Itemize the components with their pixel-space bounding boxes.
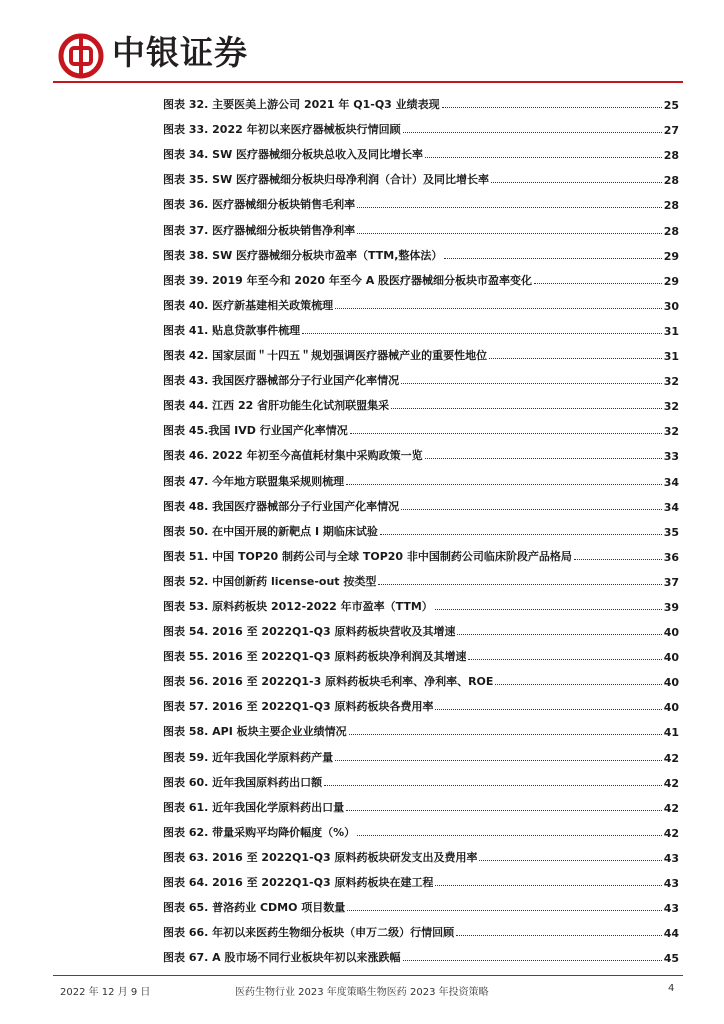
toc-entry[interactable] [163,840,679,865]
toc-dot-leader [495,684,661,685]
toc-entry-page: 44 [663,927,679,941]
toc-entry-page: 25 [663,99,679,113]
toc-dot-leader [425,157,662,158]
toc-entry-page: 30 [663,299,679,313]
footer-page-number: 4 [668,983,675,994]
header-divider [53,81,683,83]
toc-entry-title: 图表 48. 我国医疗器械部分子行业国产化率情况 [163,499,400,513]
toc-entry-page: 29 [663,274,679,288]
toc-entry-title: 图表 51. 中国 TOP20 制药公司与全球 TOP20 非中国制药公司临床阶段产品格局 [163,549,572,563]
toc-entry-title: 图表 59. 近年我国化学原料药产量 [163,750,334,764]
toc-entry-page: 43 [663,902,679,916]
toc-entry[interactable] [163,589,679,614]
toc-entry-page: 28 [663,149,679,163]
toc-entry-title: 图表 58. API 板块主要企业业绩情况 [163,725,347,739]
page-header [0,0,724,80]
toc-entry[interactable] [163,739,679,764]
toc-dot-leader [349,734,662,735]
toc-entry[interactable] [163,313,679,338]
toc-dot-leader [350,433,662,434]
toc-dot-leader [302,333,662,334]
toc-entry[interactable] [163,438,679,463]
toc-dot-leader [425,458,662,459]
toc-entry-page: 41 [663,726,679,740]
toc-entry[interactable] [163,915,679,940]
toc-entry-title: 图表 40. 医疗新基建相关政策梳理 [163,298,334,312]
toc-dot-leader [401,509,662,510]
toc-entry[interactable] [163,212,679,237]
toc-dot-leader [401,383,662,384]
toc-dot-leader [403,132,662,133]
toc-entry-page: 45 [663,952,679,966]
toc-entry-title: 图表 54. 2016 至 2022Q1-Q3 原料药板块营收及其增速 [163,625,456,639]
toc-entry-title: 图表 43. 我国医疗器械部分子行业国产化率情况 [163,374,400,388]
toc-dot-leader [403,960,662,961]
toc-entry-title: 图表 57. 2016 至 2022Q1-Q3 原料药板块各费用率 [163,700,434,714]
toc-entry[interactable] [163,940,679,965]
toc-entry[interactable] [163,689,679,714]
toc-entry-page: 31 [663,350,679,364]
footer-report-title: 医药生物行业 2023 年度策略生物医药 2023 年投资策略 [235,987,489,998]
toc-entry-page: 27 [663,124,679,138]
toc-entry-title: 图表 60. 近年我国原料药出口额 [163,775,323,789]
toc-entry-title: 图表 56. 2016 至 2022Q1-3 原料药板块毛利率、净利率、ROE [163,675,494,689]
toc-entry-page: 42 [663,776,679,790]
toc-entry[interactable] [163,413,679,438]
toc-entry[interactable] [163,288,679,313]
toc-entry-title: 图表 67. A 股市场不同行业板块年初以来涨跌幅 [163,951,401,965]
toc-entry[interactable] [163,489,679,514]
table-of-figures [163,87,679,965]
toc-entry-page: 34 [663,475,679,489]
toc-entry-title: 图表 38. SW 医疗器械细分板块市盈率（TTM,整体法） [163,248,443,262]
toc-entry[interactable] [163,865,679,890]
toc-entry-page: 40 [663,676,679,690]
toc-dot-leader [346,810,662,811]
toc-entry-title: 图表 33. 2022 年初以来医疗器械板块行情回顾 [163,123,401,137]
toc-entry-page: 39 [663,600,679,614]
toc-entry-title: 图表 39. 2019 年至今和 2020 年至今 A 股医疗器械细分板块市盈率变化 [163,273,533,287]
toc-entry[interactable] [163,765,679,790]
toc-dot-leader [491,182,662,183]
toc-dot-leader [380,534,662,535]
toc-entry[interactable] [163,263,679,288]
toc-dot-leader [346,484,662,485]
toc-entry-title: 图表 50. 在中国开展的新靶点 I 期临床试验 [163,524,378,538]
toc-entry-page: 36 [663,550,679,564]
brand-name: 中银证券 [112,33,248,72]
toc-entry[interactable] [163,664,679,689]
toc-dot-leader [456,935,662,936]
toc-entry-title: 图表 44. 江西 22 省肝功能生化试剂联盟集采 [163,399,390,413]
toc-dot-leader [335,308,662,309]
toc-entry-page: 37 [663,575,679,589]
toc-dot-leader [574,559,662,560]
toc-dot-leader [442,107,662,108]
toc-entry[interactable] [163,890,679,915]
toc-entry-title: 图表 65. 普洛药业 CDMO 项目数量 [163,901,346,915]
toc-entry-title: 图表 35. SW 医疗器械细分板块归母净利润（合计）及同比增长率 [163,173,490,187]
toc-entry-title: 图表 63. 2016 至 2022Q1-Q3 原料药板块研发支出及费用率 [163,850,478,864]
toc-entry-page: 31 [663,324,679,338]
toc-dot-leader [444,258,661,259]
toc-entry-title: 图表 45.我国 IVD 行业国产化率情况 [163,424,348,438]
toc-entry[interactable] [163,790,679,815]
toc-entry[interactable] [163,714,679,739]
toc-entry-title: 图表 36. 医疗器械细分板块销售毛利率 [163,198,356,212]
toc-entry-title: 图表 47. 今年地方联盟集采规则梳理 [163,474,345,488]
toc-entry-page: 40 [663,701,679,715]
toc-entry-page: 29 [663,249,679,263]
toc-entry-page: 32 [663,400,679,414]
toc-entry-title: 图表 46. 2022 年初至今高值耗材集中采购政策一览 [163,449,423,463]
toc-entry-title: 图表 64. 2016 至 2022Q1-Q3 原料药板块在建工程 [163,876,434,889]
toc-entry-page: 33 [663,450,679,464]
toc-dot-leader [357,207,662,208]
footer-date: 2022 年 12 月 9 日 [60,987,151,998]
toc-entry[interactable] [163,614,679,639]
toc-entry-page: 42 [663,801,679,815]
toc-entry-title: 图表 62. 带量采购平均降价幅度（%） [163,825,356,839]
toc-entry[interactable] [163,162,679,187]
toc-entry-title: 图表 41. 贴息贷款事件梳理 [163,323,301,337]
toc-dot-leader [435,709,661,710]
footer-divider [53,975,683,976]
toc-entry[interactable] [163,639,679,664]
toc-entry-title: 图表 52. 中国创新药 license-out 按类型 [163,574,377,588]
toc-entry-page: 35 [663,525,679,539]
toc-entry[interactable] [163,338,679,363]
toc-entry-title: 图表 55. 2016 至 2022Q1-Q3 原料药板块净利润及其增速 [163,650,467,664]
toc-entry[interactable] [163,539,679,564]
toc-entry-page: 43 [663,851,679,865]
toc-entry-page: 40 [663,651,679,665]
toc-dot-leader [534,283,662,284]
toc-entry-page: 32 [663,375,679,389]
toc-entry[interactable] [163,514,679,539]
toc-entry-page: 43 [663,877,679,890]
toc-entry[interactable] [163,463,679,488]
toc-dot-leader [335,760,662,761]
toc-dot-leader [468,659,661,660]
toc-entry[interactable] [163,363,679,388]
toc-dot-leader [357,233,662,234]
toc-entry-page: 40 [663,626,679,640]
toc-entry-title: 图表 53. 原料药板块 2012-2022 年市盈率（TTM） [163,599,433,613]
toc-dot-leader [357,835,662,836]
toc-entry-page: 34 [663,500,679,514]
toc-entry[interactable] [163,815,679,840]
toc-entry-title: 图表 32. 主要医美上游公司 2021 年 Q1-Q3 业绩表现 [163,98,440,112]
toc-dot-leader [435,609,662,610]
toc-entry-title: 图表 37. 医疗器械细分板块销售净利率 [163,223,356,237]
toc-entry-title: 图表 34. SW 医疗器械细分板块总收入及同比增长率 [163,148,424,162]
toc-dot-leader [457,634,661,635]
toc-entry[interactable] [163,137,679,162]
toc-entry-page: 42 [663,751,679,765]
toc-dot-leader [489,358,662,359]
toc-entry-page: 28 [663,174,679,188]
toc-entry-title: 图表 42. 国家层面＂十四五＂规划强调医疗器械产业的重要性地位 [163,349,488,363]
toc-entry[interactable] [163,87,679,112]
toc-entry[interactable] [163,388,679,413]
toc-entry[interactable] [163,564,679,589]
toc-dot-leader [378,584,661,585]
toc-dot-leader [435,885,661,886]
bank-of-china-logo-icon [58,33,104,79]
toc-entry[interactable] [163,187,679,212]
toc-entry-page: 32 [663,425,679,439]
toc-entry-page: 42 [663,826,679,840]
toc-entry[interactable] [163,238,679,263]
toc-dot-leader [479,860,661,861]
toc-entry-title: 图表 66. 年初以来医药生物细分板块（申万二级）行情回顾 [163,926,455,940]
toc-entry-title: 图表 61. 近年我国化学原料药出口量 [163,800,345,814]
toc-entry-page: 28 [663,224,679,238]
toc-entry[interactable] [163,112,679,137]
toc-dot-leader [391,408,662,409]
toc-dot-leader [324,785,662,786]
toc-entry-page: 28 [663,199,679,213]
toc-dot-leader [347,910,661,911]
